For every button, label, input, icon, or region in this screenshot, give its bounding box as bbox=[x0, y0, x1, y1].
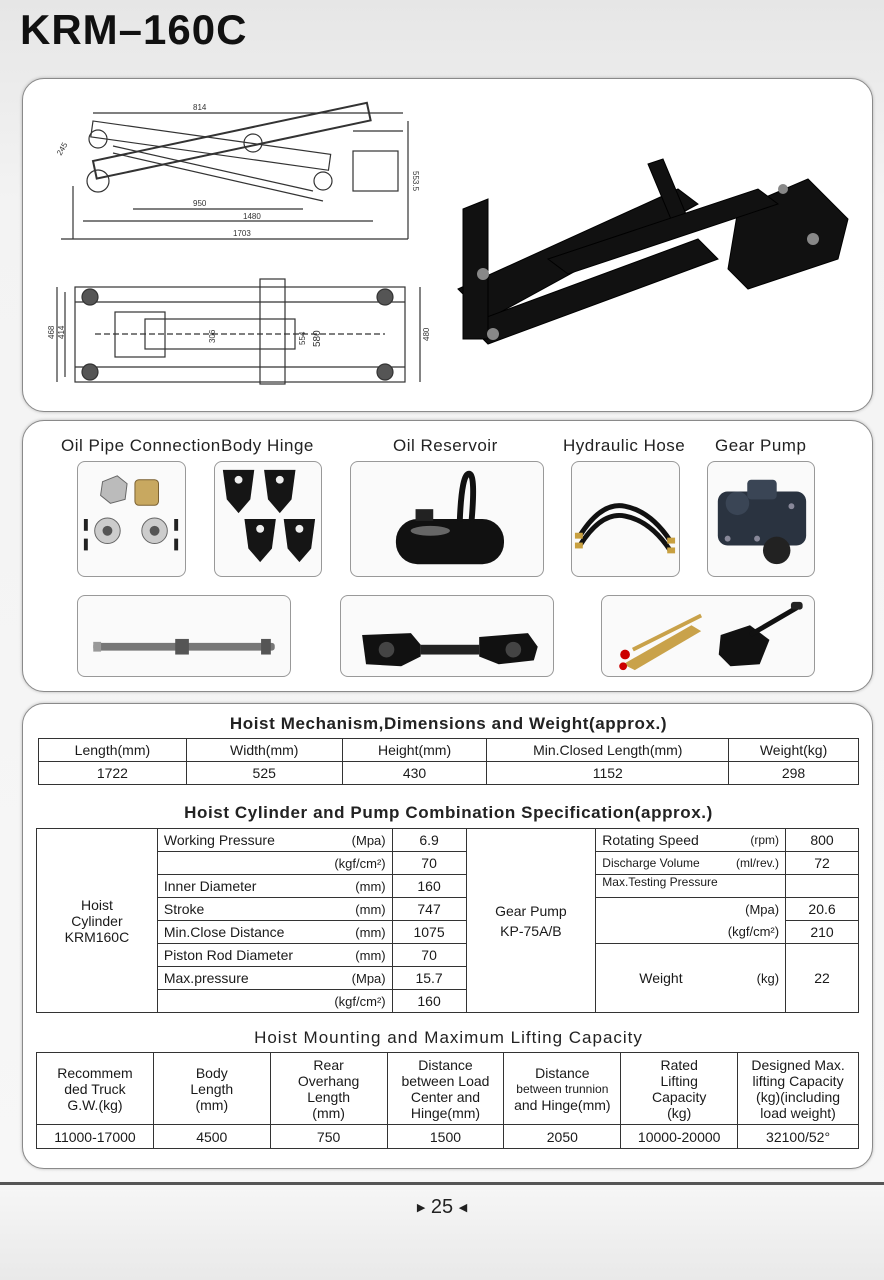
header-line: Distance bbox=[535, 1064, 590, 1081]
spec-value: 210 bbox=[786, 921, 859, 944]
spec-panel bbox=[22, 703, 873, 1169]
header-line: between trunnion bbox=[516, 1081, 609, 1096]
dim-text: 306 bbox=[208, 329, 217, 343]
dim-text: 553.5 bbox=[411, 171, 420, 192]
dim-text: 480 bbox=[422, 327, 431, 341]
cylinder-title: Hoist Cylinder and Pump Combination Specification(approx.) bbox=[184, 803, 713, 822]
mechanism-table bbox=[38, 738, 859, 785]
driveshaft-icon bbox=[340, 595, 554, 677]
pump-label: KP-75A/B bbox=[500, 922, 562, 939]
header-line: Hinge(mm) bbox=[410, 1104, 481, 1121]
spec-unit: (kgf/cm²) bbox=[317, 852, 392, 875]
table-cell: 32100/52° bbox=[738, 1125, 859, 1149]
part-label: Oil Pipe Connection bbox=[61, 436, 221, 455]
table-cell: 10000-20000 bbox=[621, 1125, 738, 1149]
dim-text: 414 bbox=[57, 325, 66, 339]
mounting-title: Hoist Mounting and Maximum Lifting Capacity bbox=[254, 1028, 643, 1047]
spec-unit: (kgf/cm²) bbox=[596, 921, 786, 944]
spec-unit: (Mpa) bbox=[596, 898, 786, 921]
table-header bbox=[387, 1053, 504, 1125]
header-line: Distance bbox=[418, 1056, 473, 1073]
dim-text: 245 bbox=[54, 140, 70, 157]
hoist-3d-render bbox=[448, 149, 863, 349]
cylinder-label: KRM160C bbox=[64, 928, 130, 945]
page-number-text: 25 bbox=[430, 1196, 454, 1218]
page-title: KRM–160C bbox=[20, 6, 248, 53]
spec-label: Stroke bbox=[157, 898, 317, 921]
cylinder-label-cell bbox=[37, 829, 158, 1013]
spec-unit: (rpm) bbox=[726, 829, 786, 852]
dim-text: 1703 bbox=[233, 229, 251, 238]
spec-value bbox=[786, 875, 859, 898]
pump-label-cell bbox=[466, 829, 596, 1013]
header-line: between Load bbox=[401, 1072, 490, 1089]
table-cell: 1500 bbox=[387, 1125, 504, 1149]
pipe-fittings-icon bbox=[77, 461, 186, 577]
spec-value: 160 bbox=[392, 990, 466, 1013]
table-header: Width(mm) bbox=[186, 739, 342, 762]
spec-unit: (mm) bbox=[317, 875, 392, 898]
spec-unit: (Mpa) bbox=[317, 967, 392, 990]
spec-label: Piston Rod Diameter bbox=[157, 944, 317, 967]
hinge-plates-icon bbox=[214, 461, 322, 577]
spec-label: Discharge Volume bbox=[596, 852, 726, 875]
header-line: Length bbox=[307, 1088, 351, 1105]
table-cell: 1722 bbox=[39, 762, 187, 785]
table-cell: 1152 bbox=[487, 762, 729, 785]
header-line: and Hinge(mm) bbox=[514, 1096, 611, 1113]
spec-value: 72 bbox=[786, 852, 859, 875]
table-header: Weight(kg) bbox=[729, 739, 859, 762]
spec-label bbox=[157, 990, 317, 1013]
spec-unit: (mm) bbox=[317, 921, 392, 944]
header-line: Rear bbox=[313, 1056, 344, 1073]
spec-label: Weight bbox=[596, 944, 726, 1013]
header-line: (kg) bbox=[667, 1104, 692, 1121]
part-label: Gear Pump bbox=[715, 436, 807, 455]
header-line: Lifting bbox=[660, 1072, 698, 1089]
shaft-icon bbox=[77, 595, 291, 677]
page-number bbox=[0, 1196, 884, 1219]
table-header bbox=[153, 1053, 270, 1125]
spec-label: Max.Testing Pressure bbox=[596, 875, 786, 898]
header-line: G.W.(kg) bbox=[67, 1096, 123, 1113]
spec-value: 70 bbox=[392, 852, 466, 875]
spec-value: 70 bbox=[392, 944, 466, 967]
header-line: Length bbox=[190, 1080, 234, 1097]
mechanism-title: Hoist Mechanism,Dimensions and Weight(approx.) bbox=[229, 714, 668, 733]
spec-value: 6.9 bbox=[392, 829, 466, 852]
table-header bbox=[37, 1053, 154, 1125]
table-header bbox=[621, 1053, 738, 1125]
triangle-left-icon: ◀ bbox=[458, 1202, 468, 1215]
spec-unit: (mm) bbox=[317, 898, 392, 921]
part-label: Body Hinge bbox=[221, 436, 314, 455]
side-view-drawing bbox=[53, 91, 433, 251]
header-line: (mm) bbox=[312, 1104, 345, 1121]
spec-label: Rotating Speed bbox=[596, 829, 726, 852]
dim-text: 1480 bbox=[243, 212, 261, 221]
dim-text: 554 bbox=[298, 331, 307, 345]
spec-label: Max.pressure bbox=[157, 967, 317, 990]
header-line: Overhang bbox=[297, 1072, 360, 1089]
triangle-right-icon: ▶ bbox=[416, 1202, 426, 1215]
header-line: Capacity bbox=[651, 1088, 707, 1105]
dim-text: 580 bbox=[312, 330, 323, 347]
spec-label: Working Pressure bbox=[157, 829, 317, 852]
cylinder-table bbox=[36, 828, 859, 1013]
table-cell: 525 bbox=[186, 762, 342, 785]
table-header: Min.Closed Length(mm) bbox=[487, 739, 729, 762]
tank-icon bbox=[350, 461, 544, 577]
pump-label: Gear Pump bbox=[495, 902, 567, 919]
header-line: (kg)(including bbox=[756, 1088, 841, 1105]
header-line: (mm) bbox=[195, 1096, 229, 1113]
table-cell: 4500 bbox=[153, 1125, 270, 1149]
table-cell: 2050 bbox=[504, 1125, 621, 1149]
table-header bbox=[504, 1053, 621, 1125]
part-label: Oil Reservoir bbox=[393, 436, 498, 455]
header-line: ded Truck bbox=[64, 1080, 126, 1097]
spec-value: 747 bbox=[392, 898, 466, 921]
header-line: Designed Max. bbox=[751, 1056, 845, 1073]
header-line: Center and bbox=[410, 1088, 481, 1105]
cylinder-label: Hoist bbox=[80, 896, 113, 913]
spec-unit: (kg) bbox=[726, 944, 786, 1013]
part-label: Hydraulic Hose bbox=[563, 436, 686, 455]
cylinder-label: Cylinder bbox=[71, 912, 123, 929]
spec-unit: (ml/rev.) bbox=[726, 852, 786, 875]
spec-value: 22 bbox=[786, 944, 859, 1013]
dim-text: 814 bbox=[193, 103, 207, 112]
spec-value: 160 bbox=[392, 875, 466, 898]
spec-label: Min.Close Distance bbox=[157, 921, 317, 944]
spec-unit: (mm) bbox=[317, 944, 392, 967]
table-header: Length(mm) bbox=[39, 739, 187, 762]
header-line: lifting Capacity bbox=[752, 1072, 844, 1089]
parts-panel bbox=[22, 420, 873, 692]
spec-value: 800 bbox=[786, 829, 859, 852]
lever-icon bbox=[601, 595, 815, 677]
drawing-panel bbox=[22, 78, 873, 412]
mounting-table bbox=[36, 1052, 859, 1149]
hose-icon bbox=[571, 461, 680, 577]
footer-divider bbox=[0, 1182, 884, 1185]
top-view-drawing bbox=[45, 267, 435, 392]
spec-label bbox=[157, 852, 317, 875]
spec-unit: (Mpa) bbox=[317, 829, 392, 852]
header-line: Body bbox=[195, 1064, 228, 1081]
spec-value: 1075 bbox=[392, 921, 466, 944]
spec-label: Inner Diameter bbox=[157, 875, 317, 898]
table-cell: 298 bbox=[729, 762, 859, 785]
header-line: Recommem bbox=[57, 1064, 133, 1081]
spec-value: 15.7 bbox=[392, 967, 466, 990]
table-header: Height(mm) bbox=[342, 739, 487, 762]
pump-icon bbox=[707, 461, 815, 577]
spec-value: 20.6 bbox=[786, 898, 859, 921]
spec-unit: (kgf/cm²) bbox=[317, 990, 392, 1013]
header-line: load weight) bbox=[760, 1104, 836, 1121]
dim-text: 468 bbox=[47, 325, 56, 339]
table-cell: 750 bbox=[270, 1125, 387, 1149]
table-cell: 430 bbox=[342, 762, 487, 785]
table-header bbox=[270, 1053, 387, 1125]
table-cell: 11000-17000 bbox=[37, 1125, 154, 1149]
table-header bbox=[738, 1053, 859, 1125]
header-line: Rated bbox=[660, 1056, 698, 1073]
dim-text: 950 bbox=[193, 199, 207, 208]
